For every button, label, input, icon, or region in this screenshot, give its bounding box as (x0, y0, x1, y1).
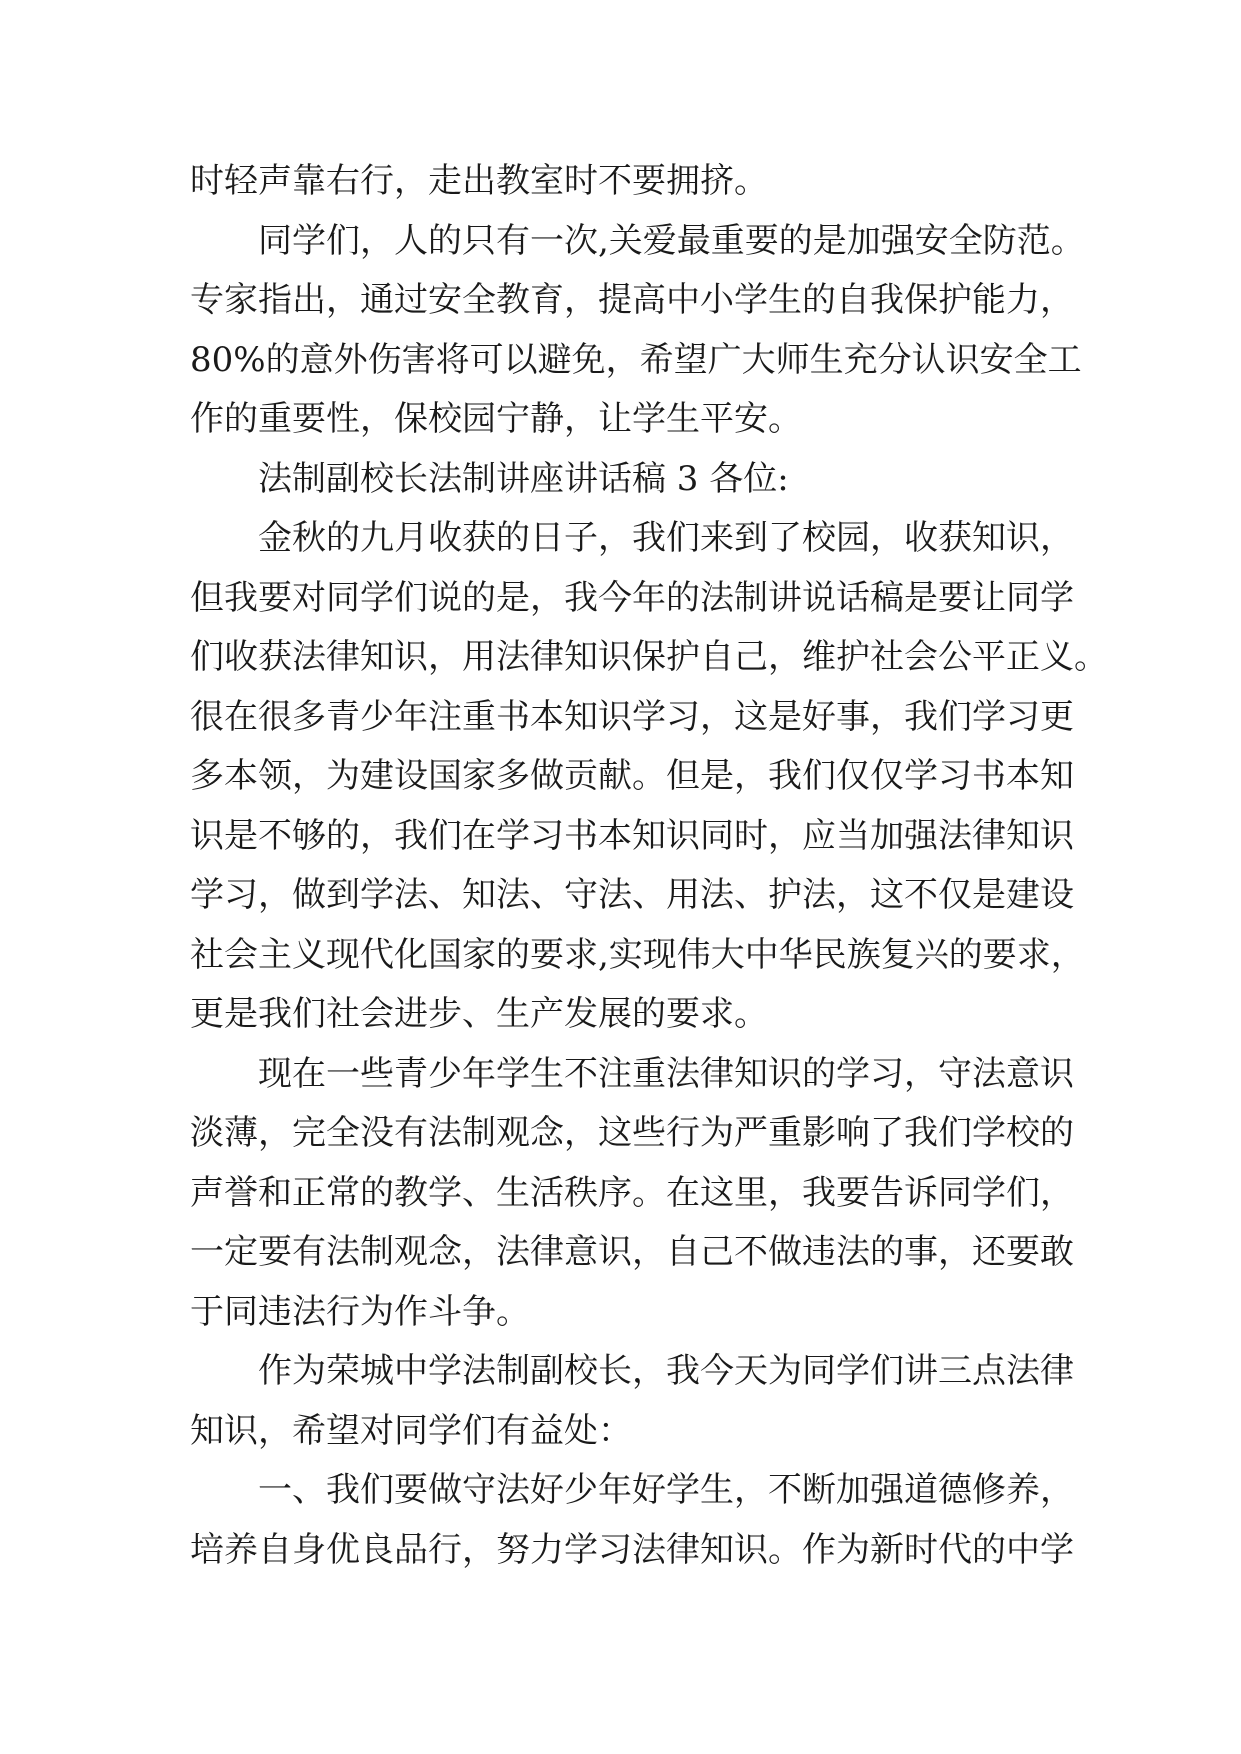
text-line: 金秋的九月收获的日子，我们来到了校园，收获知识， (258, 518, 1074, 558)
text-line: 一、我们要做守法好少年好学生，不断加强道德修养， (258, 1470, 1074, 1510)
text-line: 声誉和正常的教学、生活秩序。在这里，我要告诉同学们， (190, 1172, 1074, 1213)
text-line: 很在很多青少年注重书本知识学习，这是好事，我们学习更 (190, 696, 1074, 737)
text-line: 于同违法行为作斗争。 (190, 1291, 530, 1332)
text-line: 多本领，为建设国家多做贡献。但是，我们仅仅学习书本知 (190, 756, 1074, 796)
text-line: 学习，做到学法、知法、守法、用法、护法，这不仅是建设 (190, 875, 1074, 915)
text-line: 80%的意外伤害将可以避免，希望广大师生充分认识安全工 (190, 339, 1082, 380)
text-line: 作的重要性，保校园宁静，让学生平安。 (190, 399, 802, 439)
text-line: 培养自身优良品行，努力学习法律知识。作为新时代的中学 (190, 1529, 1074, 1570)
text-line: 社会主义现代化国家的要求,实现伟大中华民族复兴的要求， (190, 934, 1085, 975)
text-line: 们收获法律知识，用法律知识保护自己，维护社会公平正义。 (190, 637, 1108, 677)
text-line: 更是我们社会进步、生产发展的要求。 (190, 994, 768, 1034)
text-line: 法制副校长法制讲座讲话稿 3 各位: (258, 458, 789, 499)
text-line: 现在一些青少年学生不注重法律知识的学习，守法意识 (258, 1053, 1074, 1094)
text-line: 一定要有法制观念，法律意识，自己不做违法的事，还要敢 (190, 1232, 1074, 1272)
text-line: 作为荣城中学法制副校长，我今天为同学们讲三点法律 (258, 1351, 1074, 1391)
body-text (190, 152, 1108, 1580)
text-line: 专家指出，通过安全教育，提高中小学生的自我保护能力， (190, 280, 1074, 320)
text-line: 淡薄，完全没有法制观念，这些行为严重影响了我们学校的 (190, 1113, 1074, 1153)
text-line: 时轻声靠右行，走出教室时不要拥挤。 (190, 161, 768, 201)
text-line: 识是不够的，我们在学习书本知识同时，应当加强法律知识 (190, 815, 1074, 856)
text-line: 但我要对同学们说的是，我今年的法制讲说话稿是要让同学 (190, 577, 1074, 618)
text-line: 同学们，人的只有一次,关爱最重要的是加强安全防范。 (258, 220, 1085, 261)
text-line: 知识，希望对同学们有益处： (190, 1410, 632, 1451)
